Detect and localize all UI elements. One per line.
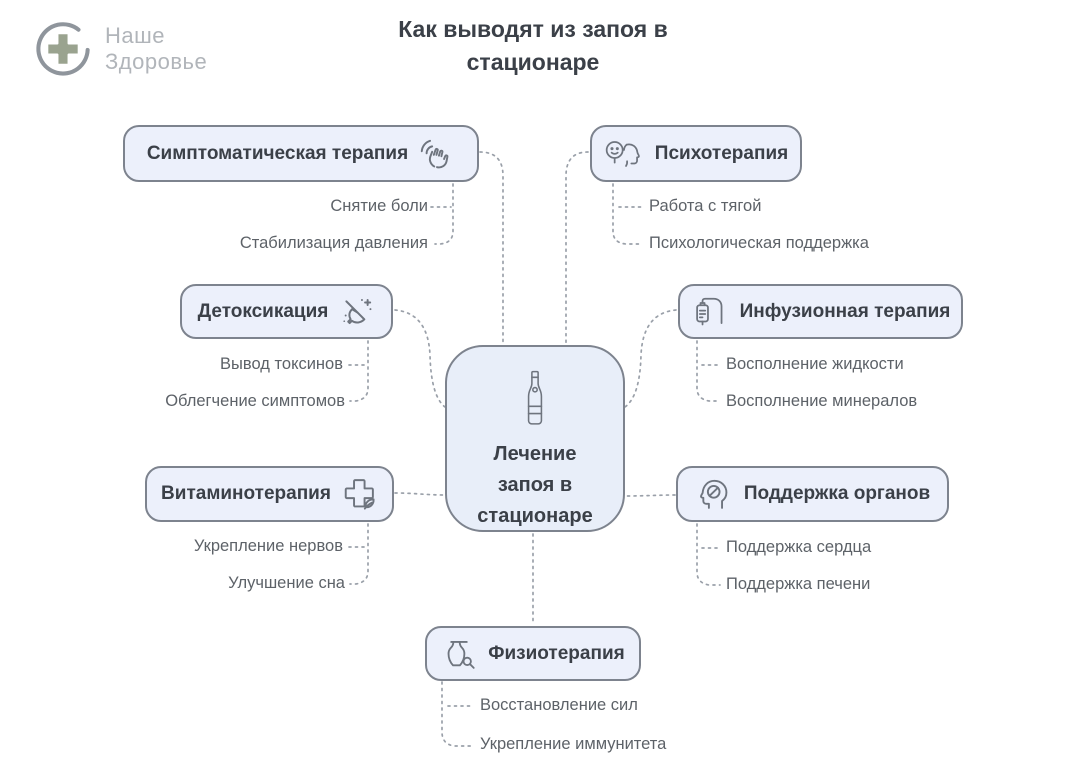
leaf-item: Восстановление сил	[480, 696, 638, 714]
branch-label: Детоксикация	[197, 300, 329, 322]
branch-organ-support	[676, 466, 949, 522]
iv-drip-icon	[691, 294, 729, 330]
leaf-item: Поддержка сердца	[726, 538, 872, 556]
leaf-item: Работа с тягой	[649, 197, 762, 215]
center-node	[445, 345, 625, 532]
branch-symptomatic-therapy	[123, 125, 479, 182]
face-head-icon	[604, 137, 644, 171]
leaf-item: Психологическая поддержка	[649, 234, 869, 252]
leaf-item: Улучшение сна	[228, 574, 345, 592]
branch-label: Физиотерапия	[488, 642, 625, 664]
page-title: Как выводят из запоя в стационаре	[398, 16, 668, 75]
leaf-item: Стабилизация давления	[239, 234, 428, 252]
cupping-jar-icon	[441, 637, 477, 671]
medical-cross-circle-icon	[34, 20, 92, 78]
broom-sparkles-icon	[339, 295, 375, 329]
logo	[34, 20, 207, 78]
branch-label: Витаминотерапия	[161, 483, 331, 504]
leaf-item: Укрепление иммунитета	[480, 735, 667, 753]
branch-label: Поддержка органов	[743, 483, 931, 504]
leaf-item: Поддержка печени	[726, 575, 871, 593]
logo-text	[105, 23, 207, 75]
leaf-item: Восполнение жидкости	[726, 355, 904, 373]
branch-label: Симптоматическая терапия	[146, 142, 409, 164]
leaf-item: Облегчение симптомов	[165, 392, 345, 410]
branch-physiotherapy	[425, 626, 641, 681]
leaf-item: Вывод токсинов	[220, 355, 343, 373]
branch-label: Психотерапия	[654, 142, 789, 164]
center-label: Лечение запоя в стационаре	[477, 443, 593, 527]
branch-detox	[180, 284, 393, 339]
pain-waves-icon	[419, 137, 455, 171]
bottle-icon	[520, 369, 550, 427]
cross-leaf-icon	[342, 476, 378, 512]
logo-line1: Наше	[105, 23, 166, 49]
leaf-item: Укрепление нервов	[193, 537, 343, 555]
leaf-item: Снятие боли	[330, 197, 428, 215]
leaf-item: Восполнение минералов	[726, 392, 918, 410]
head-organ-icon	[695, 476, 733, 512]
branch-infusion-therapy	[678, 284, 963, 339]
logo-line2: Здоровье	[105, 49, 208, 74]
branch-psychotherapy	[590, 125, 802, 182]
branch-label: Инфузионная терапия	[739, 300, 951, 322]
branch-vitamin-therapy	[145, 466, 394, 522]
